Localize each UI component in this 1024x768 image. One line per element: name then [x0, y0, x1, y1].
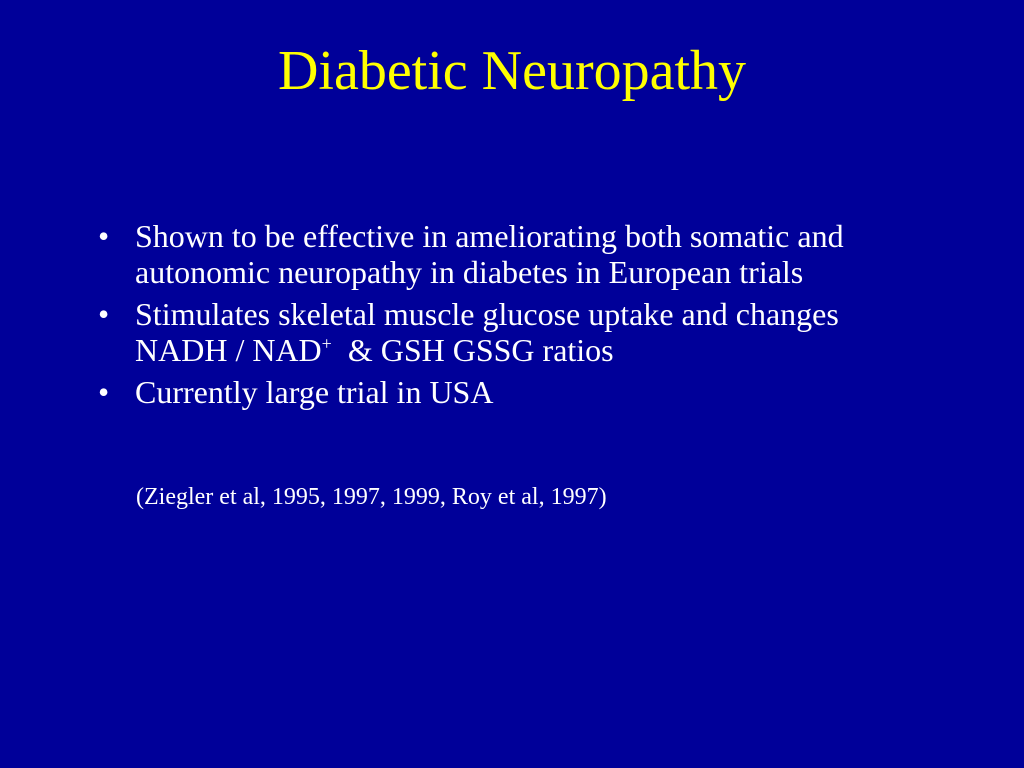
bullet-icon: •: [98, 374, 110, 410]
bullet-item-efficacy: [98, 218, 938, 290]
bullet-text: Shown to be effective in ameliorating both somatic and autonomic neuropathy in diabetes in European trials: [135, 218, 844, 290]
bullet-text-part: & GSH GSSG ratios: [331, 332, 614, 368]
bullet-icon: •: [98, 218, 110, 254]
bullet-text-part: Stimulates skeletal muscle glucose uptake and changes NADH / NAD: [135, 296, 839, 368]
bullet-text: Currently large trial in USA: [135, 374, 494, 410]
bullet-list: [98, 218, 938, 416]
slide-title: Diabetic Neuropathy: [277, 40, 747, 102]
citation: (Ziegler et al, 1995, 1997, 1999, Roy et al, 1997): [136, 484, 607, 510]
bullet-item-glucose-uptake: [98, 296, 938, 368]
superscript-plus: +: [321, 333, 332, 354]
bullet-icon: •: [98, 296, 110, 332]
bullet-item-usa-trial: [98, 374, 938, 410]
